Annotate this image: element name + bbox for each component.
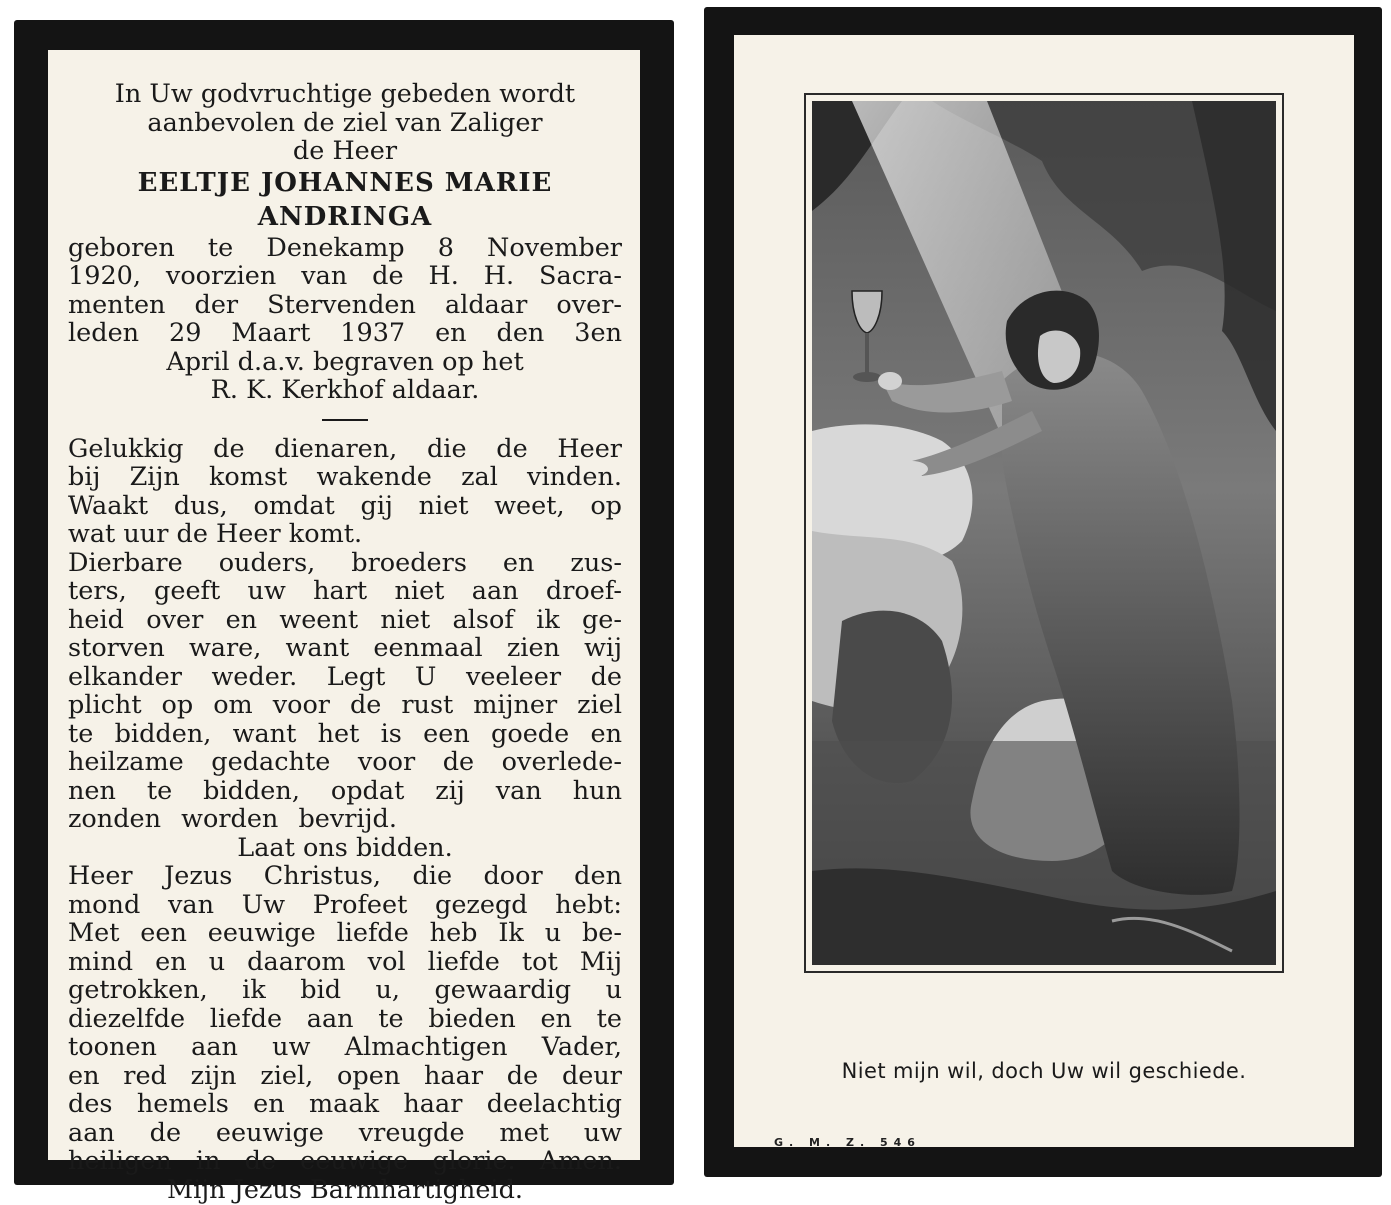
picture-caption: Niet mijn wil, doch Uw wil geschiede. (841, 1059, 1247, 1083)
closing-line: Mijn Jezus Barmhartigheid. (166, 1174, 524, 1205)
prayer-line: mond van Uw Profeet gezegd hebt: (68, 889, 622, 920)
bio-line: April d.a.v. begraven op het (166, 346, 524, 377)
bio-line: leden 29 Maart 1937 en den 3en (68, 318, 622, 348)
intro-line: aanbevolen de ziel van Zaliger (147, 107, 543, 138)
prayer-line: heiligen in de eeuwige glorie. Amen. (68, 1146, 622, 1176)
card-paper (734, 35, 1354, 1147)
deceased-name: EELTJE JOHANNES MARIE (137, 167, 553, 198)
prayer-card-text-side (14, 20, 674, 1205)
memorial-text (48, 50, 640, 1204)
intro-line: de Heer (292, 136, 398, 166)
prayer-line: mind en u daarom vol liefde tot Mij (68, 946, 622, 977)
prayer-line: des hemels en maak haar deelachtig (68, 1089, 622, 1119)
prayer-line: aan de eeuwige vreugde met uw (68, 1117, 622, 1148)
message-line: plicht op om voor de rust mijner ziel (68, 690, 622, 720)
prayer-line: toonen aan uw Almachtigen Vader, (68, 1032, 622, 1062)
message-line: storven ware, want eenmaal zien wij (68, 633, 622, 663)
deceased-surname: ANDRINGA (257, 201, 433, 232)
message-line: te bidden, want het is een goede en (68, 718, 622, 749)
prayer-line: en red zijn ziel, open haar de deur (68, 1060, 622, 1091)
prayer-line: Met een eeuwige liefde heb Ik u be- (68, 918, 622, 948)
verse-line: wat uur de Heer komt. (68, 519, 363, 549)
verse-line: Gelukkig de dienaren, die de Heer (68, 433, 622, 464)
prayer-heading: Laat ons bidden. (237, 832, 453, 863)
printer-code: G. M. Z. 546 (774, 1136, 921, 1149)
message-line: elkander weder. Legt U veeleer de (68, 661, 622, 692)
prayer-line: Heer Jezus Christus, die door den (68, 861, 622, 891)
bio-line: menten der Stervenden aldaar over- (68, 289, 622, 320)
message-line: nen te bidden, opdat zij van hun (68, 775, 622, 806)
bio-line: R. K. Kerkhof aldaar. (210, 375, 480, 405)
intro-line: In Uw godvruchtige gebeden wordt (114, 79, 576, 109)
prayer-line: getrokken, ik bid u, gewaardig u (68, 975, 622, 1005)
card-paper (48, 50, 640, 1205)
prayer-line: diezelfde liefde aan te bieden en te (68, 1003, 622, 1034)
christ-praying-picture (812, 101, 1276, 965)
bio-line: 1920, voorzien van de H. H. Sacra- (68, 261, 622, 291)
message-line: Dierbare ouders, broeders en zus- (68, 547, 622, 578)
message-line: ters, geeft uw hart niet aan droef- (68, 576, 622, 606)
message-line: heid over en weent niet alsof ik ge- (68, 604, 622, 635)
devotional-picture-frame (804, 93, 1284, 973)
verse-line: Waakt dus, omdat gij niet weet, op (68, 490, 622, 521)
verse-line: bij Zijn komst wakende zal vinden. (68, 462, 622, 492)
bio-line: geboren te Denekamp 8 November (68, 232, 622, 263)
divider (68, 405, 622, 435)
message-line: zonden worden bevrijd. (68, 804, 397, 834)
message-line: heilzame gedachte voor de overlede- (68, 747, 622, 777)
prayer-card-picture-side (704, 7, 1382, 1177)
